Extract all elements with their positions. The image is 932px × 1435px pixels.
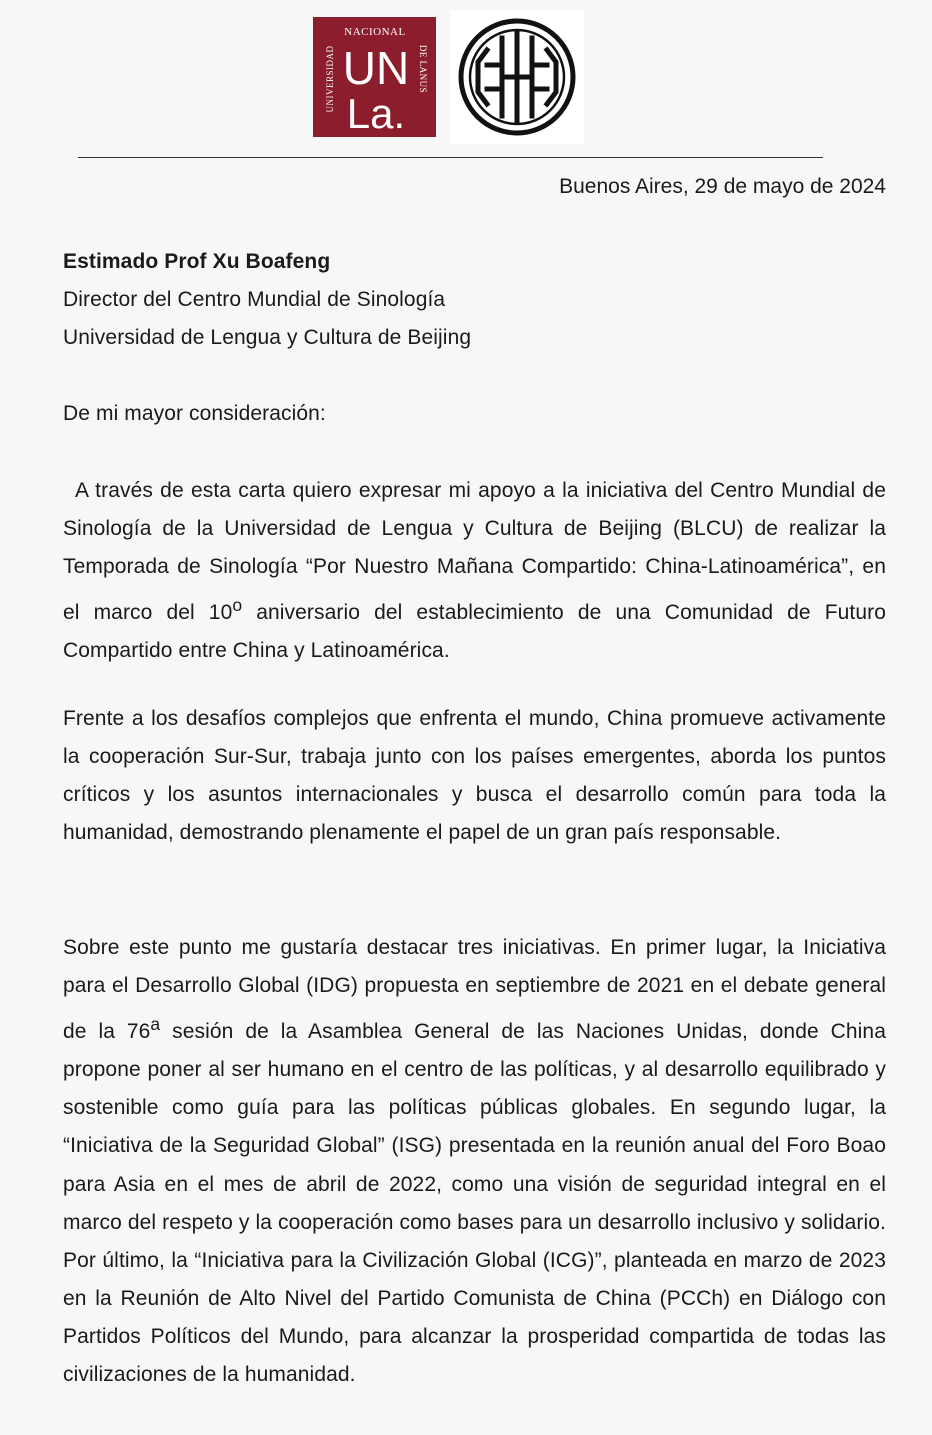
body-paragraph-2: Frente a los desafíos complejos que enfrenta el mundo, China promueve activamente la cooperación Sur-Sur, trabaja junto con los países emergentes, aborda los puntos críticos y los asuntos internacionales y busca el desarrollo común para toda la humanidad, demostrando plenamente el papel de un gran país responsable. [63,707,886,845]
greeting: De mi mayor consideración: [63,402,326,425]
recipient-block [63,243,886,357]
unla-logo-text-right: DE LANUS [418,44,428,94]
circular-emblem-icon [450,10,584,144]
recipient-institution: Universidad de Lengua y Cultura de Beijing [63,326,472,350]
paragraph-1-text-a: A través de esta carta quiero expresar mi apoyo a la iniciativa del Centro Mundial de Sinología de la Universidad de Lengua y Cultura de Beijing (BLCU) de realizar la Temporada de Sinología “Por Nuestro Mañana Compartido: China-Latinoamérica”, en el marco del 10 [63,479,886,625]
body-paragraph-1 [63,472,886,670]
unla-logo-text-main-1: UN [342,42,410,94]
paragraph-1-text-b: aniversario del establecimiento de una Comunidad de Futuro Compartido entre China y Latinoamérica. [63,601,887,663]
unla-logo-text-top: NACIONAL [344,26,406,38]
paragraph-3-text-a: Sobre este punto me gustaría destacar tres iniciativas. En primer lugar, la Iniciativa para el Desarrollo Global (IDG) propuesta en septiembre de 2021 en el debate general de la 76 [63,936,886,1044]
letterhead-logos [313,10,584,144]
header-divider [78,157,823,158]
paragraph-3-superscript: a [150,1014,161,1035]
unla-logo-icon [313,17,436,137]
body-paragraph-3 [63,929,886,1394]
recipient-position: Director del Centro Mundial de Sinología [63,288,446,312]
place-date: Buenos Aires, 29 de mayo de 2024 [559,175,886,198]
unla-logo-text-main-2: La. [346,90,406,137]
recipient-name: Estimado Prof Xu Boafeng [63,250,331,273]
paragraph-1-superscript: o [232,595,243,616]
unla-logo-text-left: UNIVERSIDAD [325,45,335,113]
paragraph-3-text-b: sesión de la Asamblea General de las Naciones Unidas, donde China propone poner al ser humano en el centro de las políticas, y al desarrollo equilibrado y sostenible como guía para las políticas públicas globales. En segundo lugar, la “Iniciativa de la Seguridad Global” (ISG) presentada en la reunión anual del Foro Boao para Asia en el mes de abril de 2022, como una visión de seguridad integral en el marco del respeto y la cooperación como bases para un desarrollo inclusivo y solidario. Por último, la “Iniciativa para la Civilización Global (ICG)”, planteada en marzo de 2023 en la Reunión de Alto Nivel del Partido Comunista de China (PCCh) en Diálogo con Partidos Políticos del Mundo, para alcanzar la prosperidad compartida de todas las civilizaciones de la humanidad. [63,1020,886,1387]
